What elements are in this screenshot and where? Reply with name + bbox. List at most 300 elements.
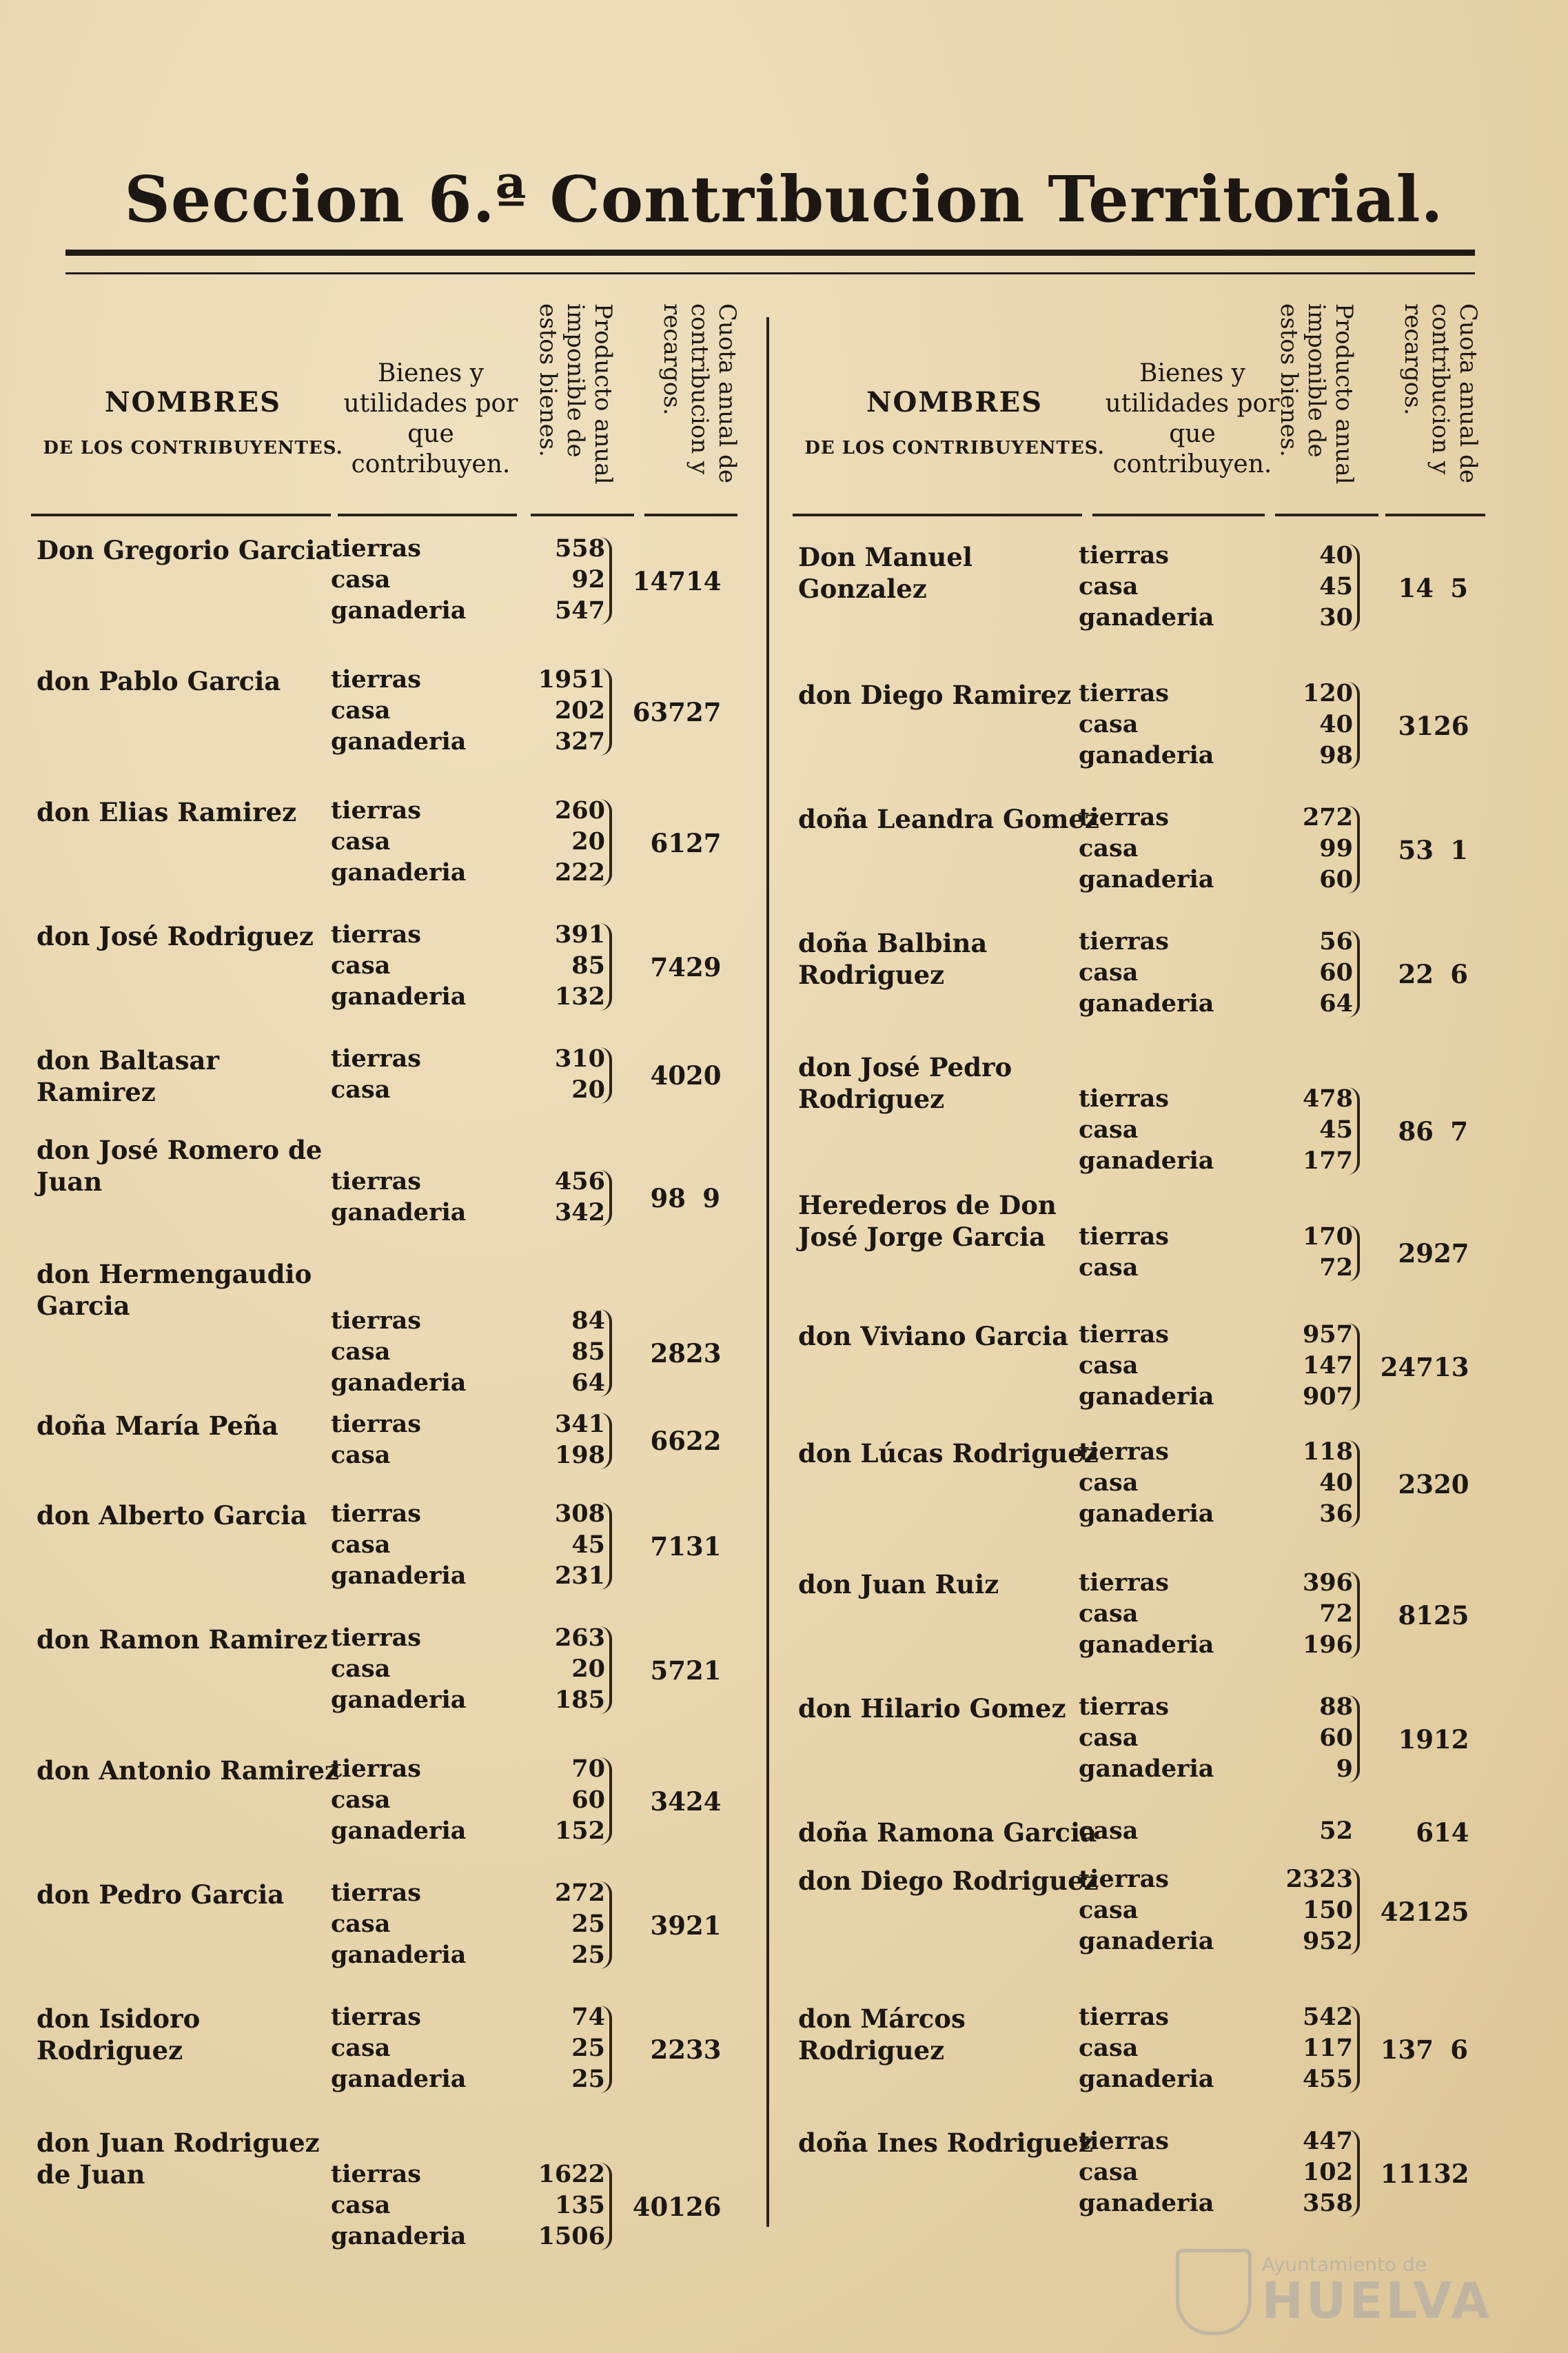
header-nombres xyxy=(34,386,352,458)
bien-row xyxy=(1079,1817,1368,1848)
bien-label: tierras xyxy=(1079,1222,1169,1251)
bien-label: tierras xyxy=(1079,679,1169,707)
bien-row xyxy=(331,2160,620,2191)
bien-row xyxy=(331,1075,620,1107)
logo-line2: HUELVA xyxy=(1261,2272,1492,2330)
left-column xyxy=(31,290,741,2330)
bien-label: casa xyxy=(331,1786,391,1814)
cuota-pesos: 34 xyxy=(650,1786,686,1817)
huelva-logo xyxy=(1261,2253,1492,2330)
contribuyente-name: don Elias Ramirez xyxy=(37,797,297,827)
producto-value: 455 xyxy=(1302,2065,1353,2093)
cuota-pesos: 247 xyxy=(1380,1351,1434,1382)
bien-row xyxy=(1079,2158,1368,2189)
producto-value: 185 xyxy=(554,1686,605,1714)
bien-row xyxy=(331,920,620,951)
bienes-list xyxy=(331,1624,620,1717)
producto-value: 456 xyxy=(554,1167,605,1195)
producto-value: 52 xyxy=(1319,1817,1353,1845)
contribuyente-name: don Ramon Ramirez xyxy=(37,1624,328,1655)
contribuyente-name: doña Ramona Garcia xyxy=(798,1817,1097,1848)
producto-value: 25 xyxy=(571,1910,605,1938)
brace-mark xyxy=(600,1626,612,1714)
cuota-pesos: 86 xyxy=(1398,1115,1434,1147)
cuota-pesos: 637 xyxy=(632,696,686,727)
cuota-reales: 1 xyxy=(1450,834,1468,865)
contribuyente-name: don Isidoro Rodriguez xyxy=(37,2003,201,2066)
bienes-list xyxy=(331,1044,620,1107)
bien-label: tierras xyxy=(331,534,421,563)
bien-row xyxy=(1079,679,1368,710)
bien-label: ganaderia xyxy=(331,2222,467,2250)
bien-row xyxy=(1079,541,1368,572)
producto-value: 231 xyxy=(554,1562,605,1590)
bien-row xyxy=(331,1686,620,1717)
producto-value: 36 xyxy=(1319,1499,1353,1528)
bienes-list xyxy=(1079,1222,1368,1284)
bienes-list xyxy=(331,534,620,627)
bien-row xyxy=(1079,1084,1368,1115)
bien-label: casa xyxy=(331,1441,391,1469)
bien-label: casa xyxy=(1079,958,1139,987)
bien-row xyxy=(331,1941,620,1972)
bien-label: ganaderia xyxy=(1079,1382,1214,1411)
producto-value: 60 xyxy=(571,1786,605,1814)
bien-label: casa xyxy=(1079,1115,1139,1144)
bien-label: casa xyxy=(331,2191,391,2219)
cuota-pesos: 31 xyxy=(1398,710,1434,741)
bien-row xyxy=(331,1817,620,1848)
bien-row xyxy=(331,2065,620,2096)
producto-value: 40 xyxy=(1319,1468,1353,1497)
bien-label: ganaderia xyxy=(1079,1630,1214,1659)
producto-value: 2323 xyxy=(1285,1865,1353,1893)
bien-row xyxy=(1079,989,1368,1020)
cuota-reales: 6 xyxy=(1450,2034,1468,2065)
cuota-pesos: 74 xyxy=(650,951,686,982)
bien-label: tierras xyxy=(1079,541,1169,569)
bien-row xyxy=(331,696,620,727)
contribuyente-name: doña Ines Rodriguez xyxy=(798,2128,1093,2158)
bien-row xyxy=(331,796,620,827)
title-rule-thin xyxy=(65,272,1475,274)
bien-label: ganaderia xyxy=(1079,1499,1214,1528)
cuota-pesos: 22 xyxy=(650,2034,686,2065)
producto-value: 98 xyxy=(1319,741,1353,769)
header-nombres-label: NOMBRES xyxy=(104,386,282,418)
cuota-reales: 12 xyxy=(1434,1724,1469,1755)
bien-row xyxy=(331,1624,620,1655)
bien-row xyxy=(331,2222,620,2253)
bienes-list xyxy=(1079,1320,1368,1413)
brace-mark xyxy=(1347,1087,1360,1175)
bien-row xyxy=(1079,2003,1368,2034)
bien-label: casa xyxy=(331,1337,391,1366)
bien-row xyxy=(1079,1724,1368,1755)
bien-row xyxy=(1079,1253,1368,1284)
cuota-reales: 21 xyxy=(686,1910,722,1941)
cuota-reales: 26 xyxy=(686,2191,722,2222)
cuota-reales: 20 xyxy=(1434,1468,1469,1499)
bienes-list xyxy=(1079,1437,1368,1531)
bienes-list xyxy=(1079,1568,1368,1662)
bien-label: ganaderia xyxy=(331,1941,467,1969)
brace-mark xyxy=(600,923,612,1011)
producto-value: 547 xyxy=(554,596,605,625)
bien-label: casa xyxy=(331,951,391,980)
bien-label: casa xyxy=(1079,1599,1139,1628)
bienes-list xyxy=(1079,927,1368,1020)
brace-mark xyxy=(1347,1225,1360,1282)
bienes-list xyxy=(331,796,620,889)
header-contribuyentes-label: DE LOS CONTRIBUYENTES. xyxy=(804,438,1105,458)
bien-label: ganaderia xyxy=(1079,989,1214,1018)
bien-label: casa xyxy=(1079,2034,1139,2062)
bien-label: tierras xyxy=(331,1755,421,1783)
producto-value: 478 xyxy=(1302,1084,1353,1113)
producto-value: 64 xyxy=(1319,989,1353,1018)
cuota-pesos: 61 xyxy=(650,827,686,858)
cuota-pesos: 71 xyxy=(650,1531,686,1562)
bien-row xyxy=(1079,1568,1368,1599)
producto-value: 30 xyxy=(1319,603,1353,632)
bienes-list xyxy=(331,2003,620,2096)
cuota-pesos: 137 xyxy=(1380,2034,1434,2065)
cuota-reales: 33 xyxy=(686,2034,722,2065)
header-rule xyxy=(644,514,737,516)
contribuyente-name: don Hilario Gomez xyxy=(798,1693,1066,1724)
contribuyente-name: doña María Peña xyxy=(37,1411,278,1441)
bien-label: ganaderia xyxy=(1079,1927,1214,1955)
bien-label: casa xyxy=(331,1075,391,1104)
brace-mark xyxy=(600,799,612,887)
producto-value: 64 xyxy=(571,1369,605,1397)
producto-value: 40 xyxy=(1319,541,1353,569)
bien-row xyxy=(331,1410,620,1441)
bien-label: tierras xyxy=(331,1306,421,1335)
bien-row xyxy=(1079,2127,1368,2158)
bienes-list xyxy=(331,1167,620,1229)
contribuyente-name: don Alberto Garcia xyxy=(37,1500,307,1531)
bien-row xyxy=(1079,1437,1368,1468)
cuota-pesos: 421 xyxy=(1380,1896,1434,1927)
bien-row xyxy=(331,1755,620,1786)
bien-label: tierras xyxy=(1079,2003,1169,2031)
bien-label: casa xyxy=(331,696,391,725)
cuota-reales: 27 xyxy=(686,696,722,727)
bien-label: tierras xyxy=(1079,1437,1169,1466)
bien-row xyxy=(1079,1927,1368,1958)
cuota-reales: 13 xyxy=(1434,1351,1469,1382)
bien-label: tierras xyxy=(331,796,421,825)
producto-value: 84 xyxy=(571,1306,605,1335)
header-nombres xyxy=(796,386,1113,458)
bien-label: casa xyxy=(331,1910,391,1938)
producto-value: 9 xyxy=(1336,1755,1353,1783)
brace-mark xyxy=(600,1502,612,1590)
bien-label: casa xyxy=(331,1531,391,1559)
bien-row xyxy=(331,951,620,982)
header-rule xyxy=(1385,514,1485,516)
producto-value: 45 xyxy=(1319,1115,1353,1144)
cuota-pesos: 28 xyxy=(650,1337,686,1369)
cuota-pesos: 98 xyxy=(650,1183,686,1213)
bien-label: tierras xyxy=(1079,927,1169,956)
bien-label: casa xyxy=(1079,1468,1139,1497)
right-column xyxy=(793,290,1489,2330)
bien-label: ganaderia xyxy=(331,1369,467,1397)
bien-label: ganaderia xyxy=(1079,865,1214,893)
bien-row xyxy=(331,1562,620,1593)
producto-value: 40 xyxy=(1319,710,1353,738)
bien-row xyxy=(331,982,620,1013)
producto-value: 25 xyxy=(571,1941,605,1969)
cuota-reales: 6 xyxy=(1450,958,1468,989)
producto-value: 72 xyxy=(1319,1253,1353,1282)
bien-label: ganaderia xyxy=(331,727,467,756)
brace-mark xyxy=(1347,806,1360,893)
brace-mark xyxy=(1347,544,1360,632)
bien-label: casa xyxy=(331,827,391,856)
brace-mark xyxy=(1347,930,1360,1018)
producto-value: 147 xyxy=(1302,1351,1353,1380)
cuota-pesos: 401 xyxy=(632,2191,686,2222)
cuota-reales: 20 xyxy=(686,1060,722,1091)
bienes-list xyxy=(1079,2127,1368,2220)
cuota-reales: 24 xyxy=(686,1786,722,1817)
bien-label: ganaderia xyxy=(331,982,467,1011)
bien-row xyxy=(1079,1320,1368,1351)
brace-mark xyxy=(600,1413,612,1469)
bien-row xyxy=(1079,1499,1368,1531)
bien-row xyxy=(331,1198,620,1229)
bien-label: ganaderia xyxy=(1079,2065,1214,2093)
bien-row xyxy=(331,2034,620,2065)
cuota-pesos: 53 xyxy=(1398,834,1434,865)
page-title: Seccion 6.ª Contribucion Territorial. xyxy=(124,162,1444,236)
cuota-pesos: 23 xyxy=(1398,1468,1434,1499)
producto-value: 25 xyxy=(571,2034,605,2062)
bien-row xyxy=(1079,603,1368,634)
producto-value: 85 xyxy=(571,1337,605,1366)
bien-label: casa xyxy=(1079,572,1139,600)
cuota-pesos: 40 xyxy=(650,1060,686,1091)
bien-label: ganaderia xyxy=(331,596,467,625)
bien-label: tierras xyxy=(331,1499,421,1528)
bien-row xyxy=(1079,1147,1368,1178)
bien-row xyxy=(1079,572,1368,603)
bien-label: casa xyxy=(1079,2158,1139,2186)
contribuyente-name: don Pablo Garcia xyxy=(37,666,281,696)
contribuyente-name: Don Manuel Gonzalez xyxy=(798,542,973,604)
bienes-list xyxy=(1079,679,1368,772)
bien-label: ganaderia xyxy=(1079,2189,1214,2217)
bienes-list xyxy=(331,1755,620,1848)
brace-mark xyxy=(1347,1571,1360,1659)
producto-value: 952 xyxy=(1302,1927,1353,1955)
bien-row xyxy=(331,1879,620,1910)
header-nombres-label: NOMBRES xyxy=(866,386,1043,418)
producto-value: 447 xyxy=(1302,2127,1353,2155)
contribuyente-name: doña Balbina Rodriguez xyxy=(798,928,988,990)
bien-label: ganaderia xyxy=(331,1562,467,1590)
bien-row xyxy=(331,1167,620,1198)
contribuyente-name: don Juan Rodriguez de Juan xyxy=(37,2128,320,2190)
bien-label: tierras xyxy=(331,1167,421,1195)
cuota-reales: 25 xyxy=(1434,1599,1469,1630)
contribuyente-name: don Viviano Garcia xyxy=(798,1321,1069,1351)
bien-row xyxy=(1079,803,1368,834)
cuota-reales: 32 xyxy=(1434,2158,1469,2189)
producto-value: 1622 xyxy=(538,2160,605,2188)
header-cuota: Cuota anual de contribucion y recargos. xyxy=(1399,303,1482,484)
logo-line1: Ayuntamiento de xyxy=(1261,2253,1427,2276)
bien-label: tierras xyxy=(1079,1693,1169,1721)
producto-value: 196 xyxy=(1302,1630,1353,1659)
header-cuota: Cuota anual de contribucion y recargos. xyxy=(658,303,741,484)
bien-row xyxy=(1079,1382,1368,1413)
brace-mark xyxy=(600,537,612,625)
bien-row xyxy=(1079,834,1368,865)
producto-value: 170 xyxy=(1302,1222,1353,1251)
title-rule-thick xyxy=(65,250,1475,256)
cuota-reales: 9 xyxy=(702,1183,720,1213)
bien-row xyxy=(1079,2189,1368,2220)
cuota-reales: 14 xyxy=(1434,1817,1469,1848)
brace-mark xyxy=(600,2006,612,2093)
producto-value: 907 xyxy=(1302,1382,1353,1411)
cuota-pesos: 29 xyxy=(1398,1238,1434,1269)
producto-value: 85 xyxy=(571,951,605,980)
bien-row xyxy=(331,565,620,596)
producto-value: 132 xyxy=(554,982,605,1011)
cuota-reales: 27 xyxy=(1434,1238,1469,1269)
bien-label: ganaderia xyxy=(331,1817,467,1845)
bien-row xyxy=(1079,1351,1368,1382)
contribuyente-name: Don Gregorio Garcia xyxy=(37,535,332,565)
bien-row xyxy=(331,1499,620,1531)
bienes-list xyxy=(1079,1693,1368,1786)
cuota-reales: 22 xyxy=(686,1426,722,1456)
cuota-reales: 23 xyxy=(686,1337,722,1369)
cuota-pesos: 81 xyxy=(1398,1599,1434,1630)
bienes-list xyxy=(331,920,620,1013)
bien-row xyxy=(1079,1115,1368,1147)
bien-label: tierras xyxy=(1079,1320,1169,1349)
bien-row xyxy=(331,2191,620,2222)
producto-value: 222 xyxy=(554,858,605,887)
contribuyente-name: don José Pedro Rodriguez xyxy=(798,1052,1012,1114)
brace-mark xyxy=(600,1757,612,1845)
cuota-reales: 7 xyxy=(1450,1115,1468,1147)
header-producto: Producto anual imponible de estos bienes. xyxy=(1275,303,1358,485)
bienes-list xyxy=(331,1499,620,1593)
producto-value: 135 xyxy=(554,2191,605,2219)
bien-label: tierras xyxy=(331,1879,421,1907)
bien-label: casa xyxy=(331,1655,391,1683)
bien-label: tierras xyxy=(331,1044,421,1073)
producto-value: 25 xyxy=(571,2065,605,2093)
header-rule xyxy=(793,514,1082,516)
bien-label: tierras xyxy=(1079,1865,1169,1893)
producto-value: 118 xyxy=(1302,1437,1353,1466)
producto-value: 272 xyxy=(1302,803,1353,831)
bien-row xyxy=(331,858,620,889)
bienes-list xyxy=(331,2160,620,2253)
producto-value: 20 xyxy=(571,1655,605,1683)
bienes-list xyxy=(1079,803,1368,896)
producto-value: 341 xyxy=(554,1410,605,1438)
bienes-list xyxy=(1079,2003,1368,2096)
brace-mark xyxy=(1347,1323,1360,1411)
bien-row xyxy=(1079,865,1368,896)
producto-value: 120 xyxy=(1302,679,1353,707)
bien-label: casa xyxy=(1079,1817,1139,1845)
brace-mark xyxy=(600,2163,612,2250)
producto-value: 20 xyxy=(571,1075,605,1104)
brace-mark xyxy=(1347,2130,1360,2217)
bien-label: ganaderia xyxy=(1079,1147,1214,1175)
bien-row xyxy=(331,596,620,627)
brace-mark xyxy=(1347,1695,1360,1783)
header-contribuyentes-label: DE LOS CONTRIBUYENTES. xyxy=(43,438,343,458)
producto-value: 74 xyxy=(571,2003,605,2031)
bien-row xyxy=(1079,741,1368,772)
header-bienes: Bienes y utilidades por que contribuyen. xyxy=(1105,359,1280,478)
producto-value: 152 xyxy=(554,1817,605,1845)
producto-value: 60 xyxy=(1319,865,1353,893)
cuota-pesos: 22 xyxy=(1398,958,1434,989)
bien-label: tierras xyxy=(331,2160,421,2188)
bienes-list xyxy=(1079,1817,1368,1848)
brace-mark xyxy=(1347,1868,1360,1955)
right-column-header xyxy=(793,290,1489,524)
bien-row xyxy=(1079,1896,1368,1927)
producto-value: 358 xyxy=(1302,2189,1353,2217)
bien-row xyxy=(331,1910,620,1941)
producto-value: 327 xyxy=(554,727,605,756)
producto-value: 60 xyxy=(1319,958,1353,987)
bienes-list xyxy=(331,1306,620,1400)
bien-row xyxy=(331,1369,620,1400)
contribuyente-name: don Hermengaudio Garcia xyxy=(37,1259,312,1321)
producto-value: 150 xyxy=(1302,1896,1353,1924)
producto-value: 542 xyxy=(1302,2003,1353,2031)
contribuyente-name: don Juan Ruiz xyxy=(798,1569,999,1599)
producto-value: 70 xyxy=(571,1755,605,1783)
bien-label: casa xyxy=(1079,1351,1139,1380)
bien-row xyxy=(1079,2034,1368,2065)
bien-row xyxy=(331,665,620,696)
producto-value: 177 xyxy=(1302,1147,1353,1175)
cuota-reales: 31 xyxy=(686,1531,722,1562)
contribuyente-name: doña Leandra Gomez xyxy=(798,804,1099,834)
bien-label: tierras xyxy=(1079,803,1169,831)
bienes-list xyxy=(331,1879,620,1972)
cuota-reales: 5 xyxy=(1450,572,1468,603)
bien-row xyxy=(331,1337,620,1369)
brace-mark xyxy=(600,1309,612,1397)
shield-icon xyxy=(1176,2249,1252,2335)
bien-row xyxy=(1079,1865,1368,1896)
bien-label: ganaderia xyxy=(331,858,467,887)
header-bienes: Bienes y utilidades por que contribuyen. xyxy=(343,359,518,478)
bien-row xyxy=(331,1531,620,1562)
producto-value: 102 xyxy=(1302,2158,1353,2186)
column-divider xyxy=(766,317,769,2227)
cuota-pesos: 39 xyxy=(650,1910,686,1941)
bien-label: tierras xyxy=(331,665,421,694)
